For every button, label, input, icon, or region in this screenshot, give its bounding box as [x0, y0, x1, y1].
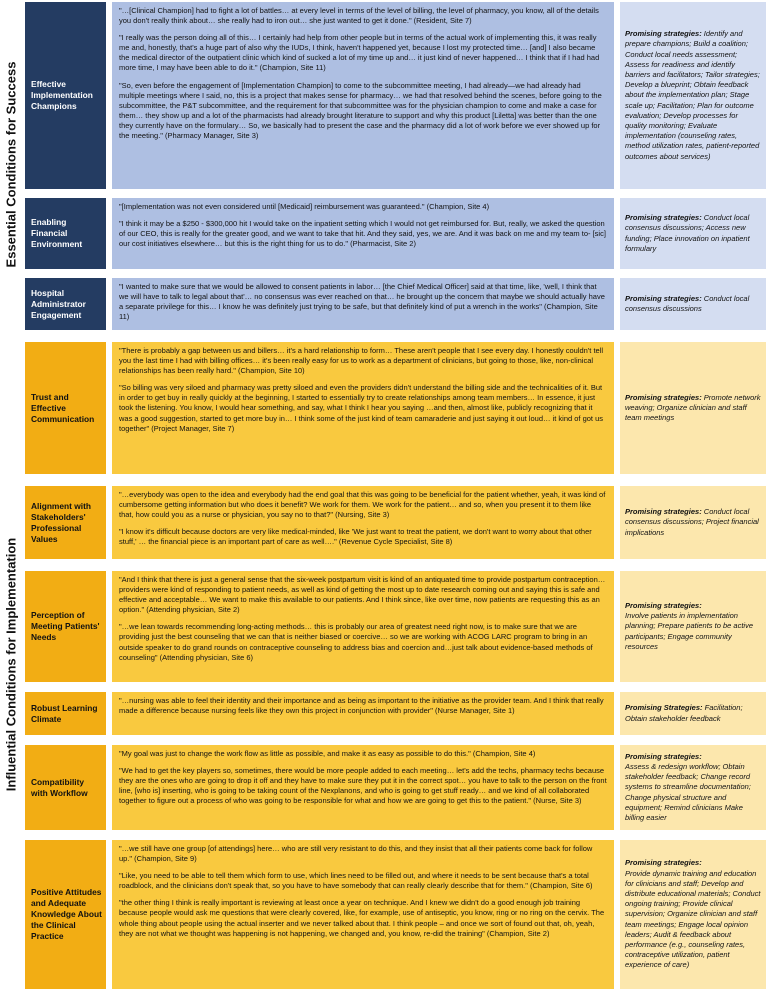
condition-label: Effective Implementation Champions: [31, 79, 93, 111]
quote: "I really was the person doing all of this… I certainly had help from other people but in terms of the actual work of implementing this, it was really me and, honestly, that's a huge part of also why the IUDs, I think, haven't happened yet, because I lost my protected time… [and] I also became the medical director of the outpatient clinic which kind of sucked a lot of my time up and… it just kind of never happened… I think that if I had had more time, I may have been able to do it." (Champion, Site 11): [119, 33, 600, 73]
quotes-cell: [112, 486, 614, 559]
condition-row: [25, 486, 766, 559]
quotes-cell: [112, 840, 614, 989]
condition-label: Positive Attitudes and Adequate Knowledge About the Clinical Practice: [31, 887, 102, 941]
quote: "I wanted to make sure that we would be allowed to consent patients in labor… [the Chief Medical Officer] said at that time, like, 'well, I think that we will have to talk to legal about that'… no consensus was ever reached on that… he brought up the concern that maybe we should actually have a separate privilege for this… I know he was definitely just trying to be safe, but that definitely kind of put a wrench in the works" (Champion, Site 11): [119, 282, 605, 322]
strategies-text: [625, 601, 761, 652]
strategies-title: Promising strategies:: [625, 213, 702, 223]
strategies-text: [625, 507, 761, 538]
strategies-title: Promising strategies:: [625, 507, 702, 517]
quote: "Like, you need to be able to tell them which form to use, which lines need to be filled out, and where it needs to be sent because that's a total roadblock, and the clinicians don't speak that, so you have to have somebody that can really clearly describe that for them." (Champion, Site 6): [119, 871, 593, 891]
condition-label-cell: [25, 840, 106, 989]
quotes-cell: [112, 342, 614, 474]
strategies-title: Promising strategies:: [625, 392, 702, 402]
strategies-text: [625, 294, 761, 314]
strategies-list: Promote network weaving; Organize clinician and staff team meetings: [625, 392, 761, 423]
quotes-cell: [112, 692, 614, 735]
quote: "My goal was just to change the work flow as little as possible, and make it as easy as possible to do this." (Champion, Site 4): [119, 749, 536, 758]
strategies-text: [625, 29, 761, 162]
condition-label-cell: [25, 486, 106, 559]
strategies-text: [625, 703, 761, 723]
strategies-cell: [620, 278, 766, 330]
quotes-cell: [112, 278, 614, 330]
quote: "I think it may be a $250 - $300,000 hit I would take on the inpatient setting which I would not get reimbursed for. But, really, we asked the question of our CEO, this is really for the greater good, and we want to take that hit. And they said, yes, we are. And it was back on me and my team to- [sic] our cost initiatives elsewhere… but this is the right thing for us to do." (Pharmacist, Site 2): [119, 219, 606, 249]
strategies-cell: [620, 342, 766, 474]
quote: "…nursing was able to feel their identity and their importance and as being as important to the initiative as the provider team. And I think that really made a difference because nursing feels like they own this project in conjunction with provider" (Nurse Manager, Site 1): [119, 696, 604, 716]
quotes-cell: [112, 2, 614, 189]
strategies-list: Involve patients in implementation planning; Prepare patients to be active participants; Engage community resources: [625, 611, 754, 651]
strategies-list: Conduct local consensus discussions: [625, 293, 750, 313]
quotes-cell: [112, 198, 614, 269]
condition-label: Alignment with Stakeholders' Professional Values: [31, 500, 92, 544]
strategies-cell: [620, 840, 766, 989]
quote: "the other thing I think is really important is reviewing at least once a year on technique. And I knew we didn't do a good enough job training because people would ask me questions that were clearly covered, like, for example, use of antiseptic, you know, ring or no ring on the cervix. The whole thing about people using the actual inserter and we never talked about that. I think people – and once we sort of found out that, oh, yeah, they are not what we thought was happening is not happening, we changed and, you know, re-did the training" (Champion, Site 2): [119, 898, 605, 938]
strategies-list: Provide dynamic training and education for clinicians and staff; Develop and distribute educational materials; Conduct ongoing training; Provide clinical supervision; Organize clinician and staff team meetings; Engage local opinion leaders; Audit & feedback about performance (e.g., counseling rates, contraceptive utilization, patient experience of care): [625, 868, 761, 970]
quotes-cell: [112, 745, 614, 830]
strategies-title: Promising strategies:: [625, 29, 702, 39]
condition-label: Trust and Effective Communication: [31, 391, 95, 424]
quote: "So billing was very siloed and pharmacy was pretty siloed and even the providers didn't understand the billing side and the technicalities of it. But in order to get buy in really quickly at the beginning, I started to essentially try to create relationships among team members… In essence, it just took the listening. You know, I would hear something, and say, what I think I hear you saying …and then, almost like, publicly recognizing that it was a good suggestion, started to get more buy in… I think some of the just kind of team camaraderie and just saying it out loud… it kind of got us together" (Project Manager, Site 7): [119, 383, 604, 433]
influential-section-text: Influential Conditions for Implementation: [3, 537, 19, 791]
strategies-cell: [620, 486, 766, 559]
quote: "There is probably a gap between us and billers… it's a hard relationship to form… These aren't people that I see every day. I honestly couldn't tell you the last time I had with billing offices… it's been really easy for us to work as a department of clinicians, but going to those, like, non-clinical relationships has been really hard." (Champion, Site 10): [119, 346, 604, 376]
strategies-cell: [620, 198, 766, 269]
strategies-title: Promising strategies:: [625, 293, 702, 303]
condition-label-cell: [25, 342, 106, 474]
essential-section-label: [0, 2, 22, 327]
condition-row: [25, 840, 766, 989]
strategies-text: [625, 752, 761, 823]
influential-section-label: [0, 338, 22, 990]
condition-label-cell: [25, 198, 106, 269]
strategies-cell: [620, 745, 766, 830]
quote: "We had to get the key players so, sometimes, there would be more people added to each meeting… let's add the techs, pharmacy techs because they are the ones who are going to drop it off and they have to make sure they put it in the correct spot… you have to talk to the person on the front line, [who is] inserting, who is going to be taking count of the Nexplanons, and who is going to get stuff ready… and we kind of all collaborated together to figure out a process of who was going to be responsible for what and how we are going to get this to the patient." (Nurse, Site 3): [119, 766, 607, 806]
quote: "So, even before the engagement of [Implementation Champion] to come to the subcommittee meeting, I had already—we had already had multiple meetings where I said, no, this is a project that makes sense for pharmacy… we had that resolved behind the scenes, before going to the subcommittee, the P&T subcommittee, and the requirement for that subcommittee was for the physician champion to come and make a case for them… they show up and a lot of the pharmacists had already brought literature to support and why this product [Liletta] was better than the one they currently have on the formulary… So, we basically had to present the case and the pharmacy did a lot of work before we ever showed up for the meeting." (Pharmacy Manager, Site 3): [119, 80, 602, 141]
strategies-title: Promising Strategies:: [625, 703, 703, 713]
essential-section-text: Essential Conditions for Success: [3, 61, 19, 268]
quote: "I know it's difficult because doctors are very like medical-minded, like 'We just want to treat the patient, we don't want to worry about that other stuff,' … the financial piece is an important part of care as well…." (Revenue Cycle Specialist, Site 8): [119, 527, 592, 547]
condition-row: [25, 198, 766, 269]
strategies-list: Conduct local consensus discussions; Access new funding; Place innovation on inpatient formulary: [625, 213, 750, 253]
strategies-cell: [620, 571, 766, 682]
condition-row: [25, 278, 766, 330]
quote: "…everybody was open to the idea and everybody had the end goal that this was going to be beneficial for the patient whether, yeah, it was kind of cumbersome getting information but who does it benefit? We work for them. We work for the patient… and so, when you present it to them like that, how could you as a nurse or physician, you say no to that?" (Nursing, Site 3): [119, 490, 606, 520]
condition-label: Hospital Administrator Engagement: [31, 287, 86, 320]
strategies-title: Promising strategies:: [625, 751, 702, 761]
quote: "[Implementation was not even considered until [Medicaid] reimbursement was guaranteed." (Champion, Site 4): [119, 202, 490, 211]
strategies-text: [625, 858, 761, 970]
condition-label: Robust Learning Climate: [31, 702, 98, 724]
strategies-cell: [620, 2, 766, 189]
condition-label-cell: [25, 692, 106, 735]
condition-label-cell: [25, 745, 106, 830]
condition-row: [25, 692, 766, 735]
strategies-cell: [620, 692, 766, 735]
condition-label: Perception of Meeting Patients' Needs: [31, 610, 100, 642]
strategies-list: Assess & redesign workflow; Obtain stakeholder feedback; Change record systems to streamline documentation; Change physical structure and equipment; Remind clinicians Make billing easier: [625, 761, 751, 822]
strategies-list: Facilitation; Obtain stakeholder feedback: [625, 703, 743, 723]
condition-label: Enabling Financial Environment: [31, 217, 83, 249]
quote: "And I think that there is just a general sense that the six-week postpartum visit is kind of an antiquated time to provide postpartum contraception… providers were kind of responding to patient needs, as well as kind of getting the most up to date research coming out and saying this is safe and effective and acceptable… We want to make this available to our patients. And I think since, like over time, now patients are requesting this as an option." (Attending physician, Site 2): [119, 575, 606, 615]
condition-row: [25, 571, 766, 682]
strategies-title: Promising strategies:: [625, 600, 702, 610]
strategies-list: Conduct local consensus discussions; Project financial implications: [625, 507, 759, 537]
strategies-text: [625, 393, 761, 424]
condition-label-cell: [25, 571, 106, 682]
condition-label-cell: [25, 278, 106, 330]
quotes-cell: [112, 571, 614, 682]
condition-row: [25, 2, 766, 189]
condition-label: Compatibility with Workflow: [31, 776, 88, 798]
condition-row: [25, 745, 766, 830]
quote: "…we still have one group [of attendings] here… who are still very resistant to do this, and they insist that all their patients come back for follow up." (Champion, Site 9): [119, 844, 593, 864]
strategies-title: Promising strategies:: [625, 858, 702, 868]
quote: "…[Clinical Champion] had to fight a lot of battles… at every level in terms of the level of billing, the level of pharmacy, you know, all of the details you don't really think about… she really had to iron out… she just wanted to get it done." (Resident, Site 7): [119, 6, 599, 26]
strategies-text: [625, 213, 761, 254]
condition-label-cell: [25, 2, 106, 189]
quote: "…we lean towards recommending long-acting methods… this is probably our area of greatest need right now, is to make sure that we are providing just the best counseling that we can that is neither biased or coercive… so we are working with ACOG LARC program to bring in an outside speaker to do grand rounds on contraceptive counseling to address bias and coercion and…just talk about evidence-based methods of counseling" (Attending physician, Site 6): [119, 622, 593, 662]
condition-row: [25, 342, 766, 474]
strategies-list: Identify and prepare champions; Build a coalition; Conduct local needs assessment; Assess for readiness and identify barriers and facilitators; Tailor strategies; Develop a blueprint; Obtain feedback about the implementation plan; Stage scale up; Facilitation; Plan for outcome evaluation; Develop processes for quality monitoring; Evaluate implementation (counseling rates, method utilization rates, patient-reported outcomes about services): [625, 29, 760, 161]
